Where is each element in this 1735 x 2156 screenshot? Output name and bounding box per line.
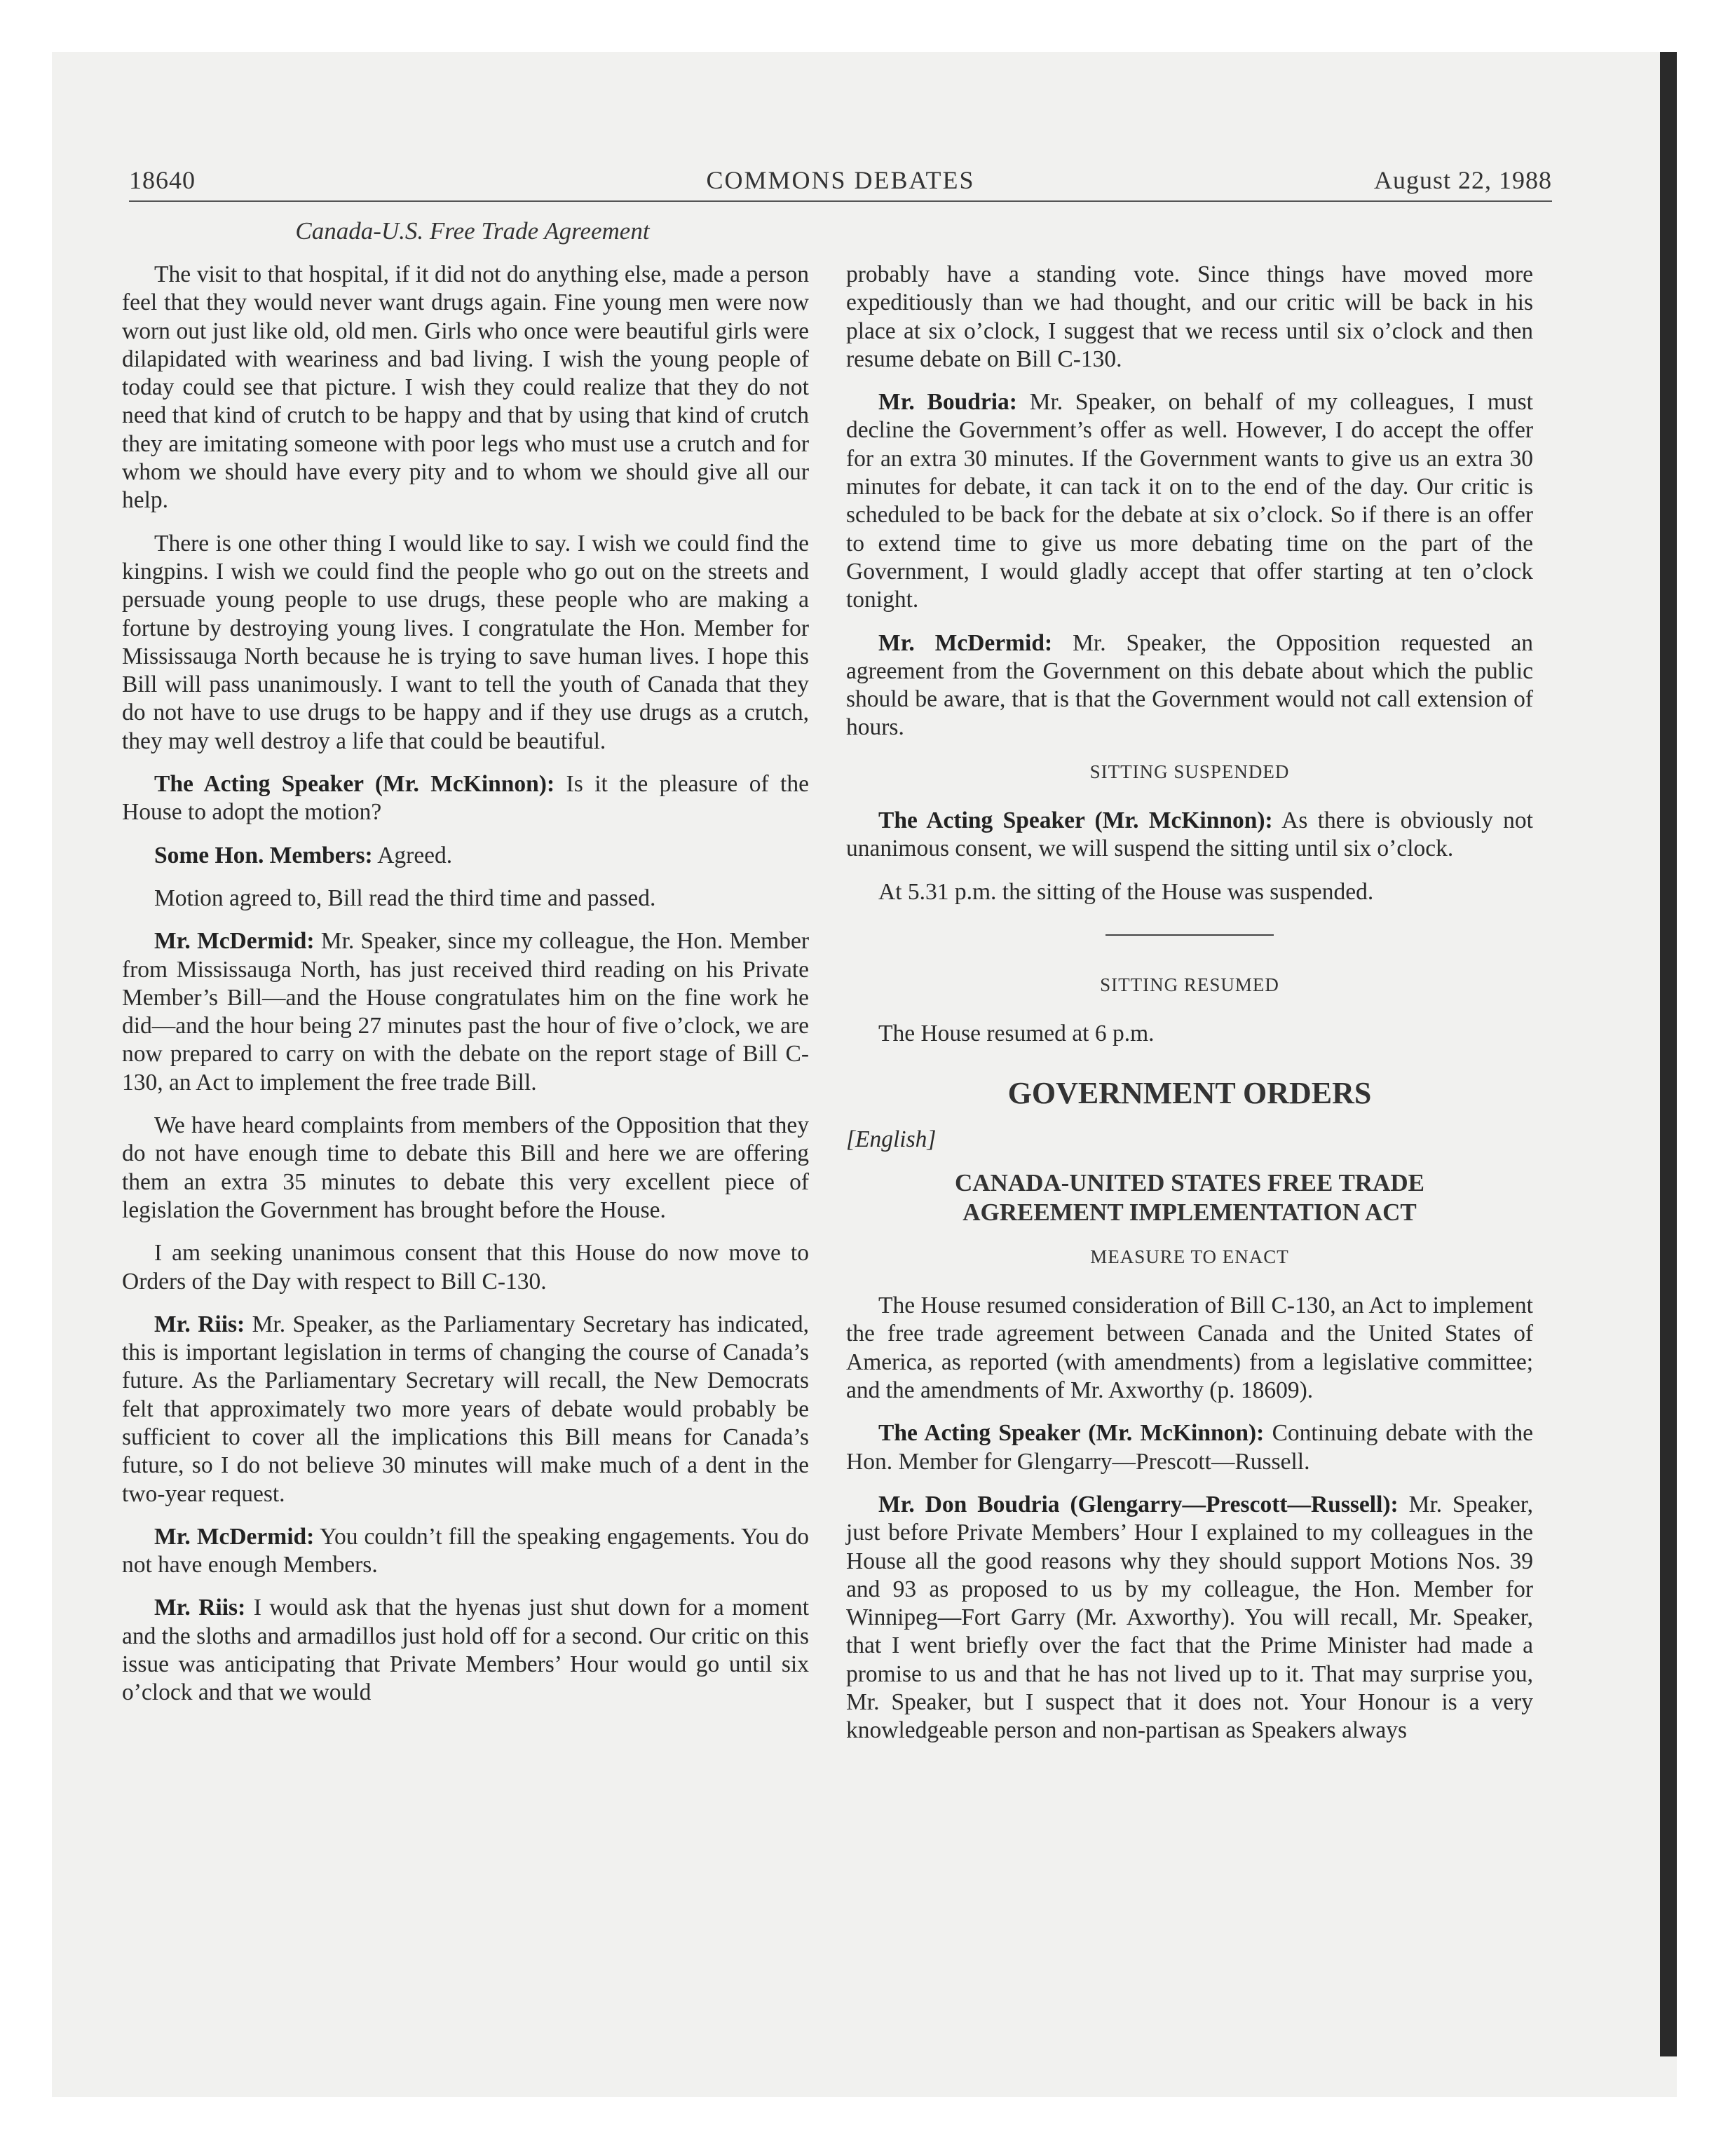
act-title-line: AGREEMENT IMPLEMENTATION ACT bbox=[962, 1198, 1417, 1226]
speaker-name: Mr. McDermid: bbox=[154, 928, 315, 955]
section-divider bbox=[1105, 934, 1274, 936]
speech-text: Continuing debate with the Hon. Member for Glengarry—Prescott—Russell. bbox=[846, 1420, 1533, 1475]
scan-binding-edge bbox=[1660, 52, 1677, 2056]
publication-title: COMMONS DEBATES bbox=[706, 166, 975, 194]
right-column bbox=[846, 261, 1533, 1760]
speaker-name: The Acting Speaker (Mr. McKinnon): bbox=[154, 771, 555, 798]
act-title bbox=[846, 1168, 1533, 1227]
speech bbox=[122, 1523, 809, 1580]
speaker-name: The Acting Speaker (Mr. McKinnon): bbox=[878, 807, 1273, 834]
measure-heading: MEASURE TO ENACT bbox=[1090, 1246, 1289, 1267]
paragraph: The visit to that hospital, if it did not do anything else, made a person feel that they would never want drugs again. Fine young men were now worn out just like old, old men. Girls who once were beautiful girls were dilapidated with weariness and bad living. I wish the young people of today could see that picture. I wish they could realize that they do not need that kind of crutch to be happy and that by using that kind of crutch they are imitating someone with poor legs who must use a crutch and for whom we should have every pity and to whom we should give all our help. bbox=[122, 261, 809, 514]
speech-text: As there is obviously not unanimous consent, we will suspend the sitting until six o’clock. bbox=[846, 807, 1533, 862]
paragraph: There is one other thing I would like to say. I wish we could find the kingpins. I wish we could find the people who go out on the streets and persuade young people to use drugs, these people who are making a fortune by destroying young lives. I congratulate the Hon. Member for Mississauga North because he is trying to save human lives. I hope this Bill will pass unanimously. I want to tell the youth of Canada that they do not have to use drugs to be happy and if they use drugs as a crutch, they may well destroy a life that could be beautiful. bbox=[122, 530, 809, 754]
speech-text: You couldn’t fill the speaking engagements. You do not have enough Members. bbox=[122, 1523, 809, 1578]
speech bbox=[122, 1311, 809, 1508]
speech bbox=[846, 388, 1533, 614]
speech-text: Mr. Speaker, the Opposition requested an agreement from the Government on this debate about which the public should be aware, that is that the Government would not call extension of hours. bbox=[846, 629, 1533, 741]
header-rule bbox=[129, 200, 1552, 202]
speech bbox=[846, 1419, 1533, 1476]
sitting-suspended-heading: SITTING SUSPENDED bbox=[1089, 760, 1290, 782]
speech bbox=[122, 1594, 809, 1707]
paragraph: I am seeking unanimous consent that this House do now move to Orders of the Day with respect to Bill C-130. bbox=[122, 1240, 809, 1295]
speech bbox=[122, 927, 809, 1097]
running-subject: Canada-U.S. Free Trade Agreement bbox=[295, 217, 650, 245]
page-number: 18640 bbox=[129, 166, 196, 194]
speaker-name: Some Hon. Members: bbox=[154, 842, 373, 868]
page-header bbox=[129, 165, 1552, 200]
speaker-name: Mr. McDermid: bbox=[154, 1523, 315, 1550]
speech bbox=[846, 807, 1533, 864]
speech bbox=[846, 1491, 1533, 1745]
speech bbox=[122, 770, 809, 827]
speaker-name: Mr. McDermid: bbox=[878, 629, 1053, 656]
speech-text: Agreed. bbox=[372, 842, 453, 868]
publication-date: August 22, 1988 bbox=[1373, 166, 1552, 194]
speech-text: Mr. Speaker, as the Parliamentary Secretary has indicated, this is important legislation in terms of changing the course of Canada’s future. As the Parliamentary Secretary will recall, the New Democrats felt that approximately two more years of debate would probably be sufficient to cover all the implications this Bill means for Canada’s future, so I do not believe 30 minutes will make much of a dent in the two-year request. bbox=[122, 1311, 809, 1507]
paragraph: probably have a standing vote. Since things have moved more expeditiously than we had thought, and our critic will be back in his place at six o’clock, I suggest that we recess until six o’clock and then resume debate on Bill C-130. bbox=[846, 261, 1533, 372]
speech bbox=[846, 629, 1533, 742]
speaker-name: Mr. Riis: bbox=[154, 1595, 246, 1621]
speech-text: Is it the pleasure of the House to adopt the motion? bbox=[122, 771, 809, 826]
sitting-resumed-heading: SITTING RESUMED bbox=[1100, 974, 1279, 995]
speech bbox=[122, 842, 809, 870]
speaker-name: Mr. Don Boudria (Glengarry—Prescott—Russell): bbox=[878, 1491, 1399, 1517]
speech-text: Mr. Speaker, on behalf of my colleagues, I must decline the Government’s offer as well. However, I do accept the offer for an extra 30 minutes. If the Government wants to give us an extra 30 minutes for debate, it can tack it on to the end of the day. Our critic is scheduled to be back for the debate at six o’clock. So if there is an offer to extend time to give us more debating time on the part of the Government, I would gladly accept that offer starting at ten o’clock tonight. bbox=[846, 389, 1533, 613]
speaker-name: Mr. Boudria: bbox=[878, 389, 1017, 416]
paragraph: Motion agreed to, Bill read the third time and passed. bbox=[154, 885, 656, 911]
speech-text: Mr. Speaker, since my colleague, the Hon. Member from Mississauga North, has just received third reading on his Private Member’s Bill—and the House congratulates him on the fine work he did—and the hour being 27 minutes past the hour of five o’clock, we are now prepared to carry on with the debate on the report stage of Bill C-130, an Act to implement the free trade Bill. bbox=[122, 928, 809, 1096]
paragraph: The House resumed at 6 p.m. bbox=[878, 1021, 1155, 1047]
left-column bbox=[122, 261, 809, 1722]
act-title-line: CANADA-UNITED STATES FREE TRADE bbox=[955, 1168, 1424, 1196]
paragraph: We have heard complaints from members of the Opposition that they do not have enough time to debate this Bill and here we are offering them an extra 35 minutes to debate this very excellent piece of legislation the Government has brought before the House. bbox=[122, 1112, 809, 1223]
speech-text: Mr. Speaker, just before Private Members’ Hour I explained to my colleagues in the House all the good reasons why they should support Motions Nos. 39 and 93 as proposed to us by my colleague, the Hon. Member for Winnipeg—Fort Garry (Mr. Axworthy). You will recall, Mr. Speaker, that I went briefly over the fact that the Prime Minister had made a promise to us and that he has not lived up to it. That may surprise you, Mr. Speaker, but I suspect that it does not. Your Honour is a very knowledgeable person and non-partisan as Speakers always bbox=[846, 1491, 1533, 1744]
paragraph: The House resumed consideration of Bill C-130, an Act to implement the free trade agreement between Canada and the United States of America, as reported (with amendments) from a legislative committee; and the amendments of Mr. Axworthy (p. 18609). bbox=[846, 1292, 1533, 1404]
government-orders-heading: GOVERNMENT ORDERS bbox=[1007, 1075, 1372, 1110]
speaker-name: Mr. Riis: bbox=[154, 1311, 245, 1337]
speech-text: I would ask that the hyenas just shut down for a moment and the sloths and armadillos just hold off for a second. Our critic on this issue was anticipating that Private Members’ Hour would go until six o’clock and that we would bbox=[122, 1595, 810, 1706]
paragraph: At 5.31 p.m. the sitting of the House was suspended. bbox=[878, 878, 1374, 905]
speaker-name: The Acting Speaker (Mr. McKinnon): bbox=[878, 1420, 1265, 1447]
language-marker: [English] bbox=[846, 1126, 937, 1152]
